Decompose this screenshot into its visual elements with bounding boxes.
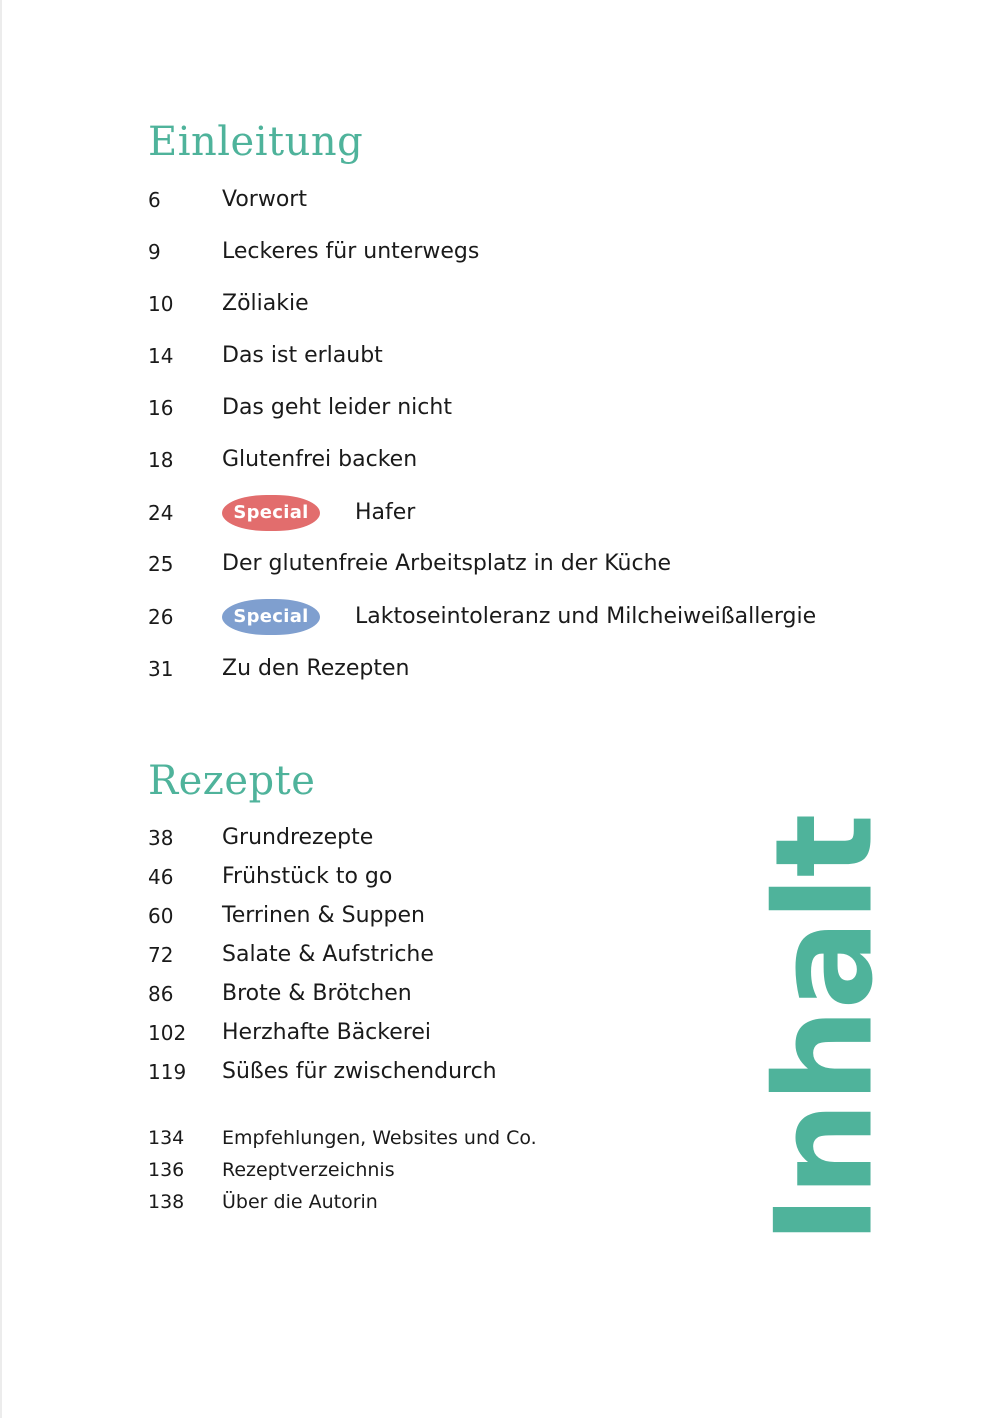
entry-title: Herzhafte Bäckerei [222, 1020, 431, 1045]
entry-title: Empfehlungen, Websites und Co. [222, 1127, 537, 1149]
page-number: 72 [148, 943, 174, 967]
entry-title: Zöliakie [222, 291, 309, 316]
entry-title: Brote & Brötchen [222, 981, 412, 1006]
page-number: 6 [148, 188, 161, 212]
entry-title: Grundrezepte [222, 825, 374, 850]
entry-title: Über die Autorin [222, 1191, 378, 1213]
page-number: 9 [148, 240, 161, 264]
page-number: 26 [148, 605, 174, 629]
entry-title: Terrinen & Suppen [222, 903, 425, 928]
page-number: 60 [148, 904, 174, 928]
page-number: 16 [148, 396, 174, 420]
page-number: 136 [148, 1159, 185, 1181]
page-number: 10 [148, 292, 174, 316]
page-number: 86 [148, 982, 174, 1006]
page-number: 24 [148, 501, 174, 525]
page-edge-line [0, 0, 2, 1418]
toc-entry[interactable] [148, 397, 893, 419]
entry-title: Hafer [355, 500, 416, 525]
special-badge: Special [222, 495, 320, 531]
toc-entry[interactable] [148, 345, 893, 367]
entry-title: Glutenfrei backen [222, 447, 418, 472]
entry-title: Der glutenfreie Arbeitsplatz in der Küche [222, 551, 672, 576]
page-number: 25 [148, 552, 174, 576]
toc-entry[interactable] [148, 293, 893, 315]
entry-title: Zu den Rezepten [222, 656, 410, 681]
vertical-title: Inhalt [747, 815, 903, 1245]
page-number: 14 [148, 344, 174, 368]
toc-entry[interactable] [148, 553, 893, 575]
section-title-einleitung: Einleitung [148, 119, 364, 165]
page-number: 18 [148, 448, 174, 472]
toc-entry[interactable] [148, 189, 893, 211]
toc-entry[interactable] [148, 658, 893, 680]
entry-title: Vorwort [222, 187, 307, 212]
toc-entry-special[interactable] [148, 495, 893, 531]
vertical-title-container [747, 815, 903, 1245]
toc-entry-special[interactable] [148, 599, 893, 635]
entry-title: Salate & Aufstriche [222, 942, 434, 967]
entry-title: Laktoseintoleranz und Milcheiweißallergie [355, 604, 817, 629]
toc-entry[interactable] [148, 241, 893, 263]
entry-title: Das ist erlaubt [222, 343, 383, 368]
page-number: 138 [148, 1191, 185, 1213]
entry-title: Leckeres für unterwegs [222, 239, 480, 264]
page-number: 46 [148, 865, 174, 889]
page-number: 134 [148, 1127, 185, 1149]
page-number: 31 [148, 657, 174, 681]
entry-title: Süßes für zwischendurch [222, 1059, 497, 1084]
page-number: 102 [148, 1021, 187, 1045]
page-number: 38 [148, 826, 174, 850]
special-badge: Special [222, 599, 320, 635]
entry-title: Rezeptverzeichnis [222, 1159, 395, 1181]
page-number: 119 [148, 1060, 187, 1084]
section-title-rezepte: Rezepte [148, 758, 316, 804]
entry-title: Das geht leider nicht [222, 395, 452, 420]
toc-entry[interactable] [148, 449, 893, 471]
entry-title: Frühstück to go [222, 864, 393, 889]
